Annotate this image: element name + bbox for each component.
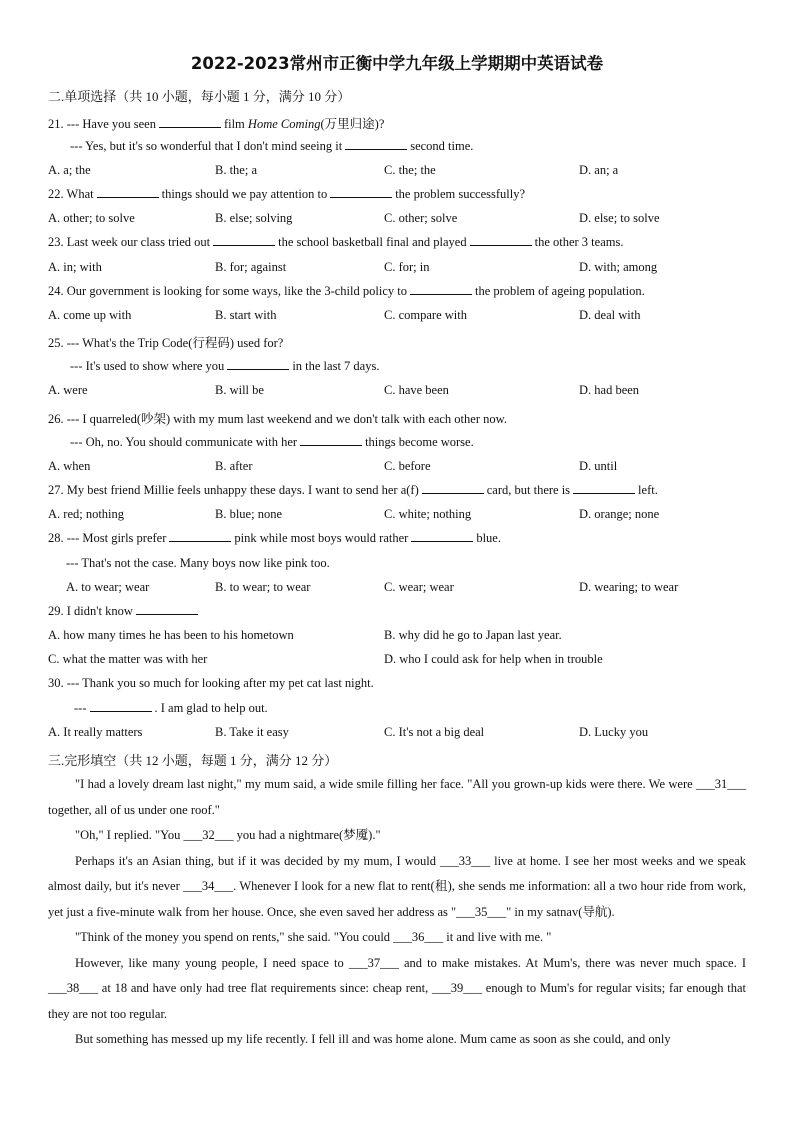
question-28-reply: --- That's not the case. Many boys now like pink too. (66, 556, 330, 570)
question-23: 23. Last week our class tried out the school basketball final and played the other 3 teams. (48, 235, 624, 249)
answer-blank (159, 117, 221, 128)
question-27: 27. My best friend Millie feels unhappy these days. I want to send her a(f) card, but there is left. (48, 483, 658, 497)
question-25: 25. --- What's the Trip Code(行程码) used for? (48, 336, 284, 350)
section-heading-cloze: 三.完形填空（共 12 小题，每题 1 分，满分 12 分） (48, 753, 338, 768)
answer-blank (90, 701, 152, 712)
question-21: 21. --- Have you seen film Home Coming(万里归途)? (48, 117, 385, 131)
question-30: 30. --- Thank you so much for looking after my pet cat last night. (48, 676, 374, 690)
option-a[interactable]: A. come up with (48, 308, 132, 322)
option-a[interactable]: A. red; nothing (48, 507, 125, 521)
question-29: 29. I didn't know (48, 604, 748, 619)
answer-blank (573, 483, 635, 494)
option-c[interactable]: C. the; the (384, 163, 436, 177)
option-d[interactable]: D. deal with (579, 308, 641, 322)
exam-title: 2022-2023常州市正衡中学九年级上学期期中英语试卷 (190, 54, 604, 73)
answer-blank (97, 187, 159, 198)
option-b[interactable]: B. after (215, 459, 253, 473)
film-title: Home Coming (247, 117, 321, 131)
passage-paragraph: "I had a lovely dream last night," my mum said, a wide smile filling her face. "All you grown-up kids were there. We were ___31___ together, all of us under one roof." (48, 777, 746, 817)
option-c[interactable]: C. for; in (384, 260, 430, 274)
option-d[interactable]: D. had been (579, 383, 640, 397)
option-a[interactable]: A. other; to solve (48, 211, 135, 225)
option-c[interactable]: C. what the matter was with her (48, 652, 208, 666)
passage-paragraph: However, like many young people, I need space to ___37___ and to make mistakes. At Mum's, there was never much space. I ___38___ at 18 and have only had tree flat requirements since: cheap rent, ___39___ enough to Mum's for regular visits; far enough that they are not too regular. (48, 955, 746, 1021)
question-21-reply: --- Yes, but it's so wonderful that I don't mind seeing it second time. (70, 139, 474, 153)
question-24: 24. Our government is looking for some ways, like the 3-child policy to the problem of ageing population. (48, 284, 645, 298)
question-28: 28. --- Most girls prefer pink while most boys would rather blue. (48, 531, 501, 545)
option-d[interactable]: D. orange; none (579, 507, 660, 521)
option-b[interactable]: B. why did he go to Japan last year. (384, 628, 562, 642)
q21-text: 21. --- Have you seen (48, 117, 156, 131)
passage-paragraph: Perhaps it's an Asian thing, but if it was decided by my mum, I would ___33___ live at home. I see her most weeks and we speak almost daily, but it's never ___34___. Whenever I look for a new flat to rent(租), she sends me information: all a two hour ride from work, yet just a five-minute walk from her house. Once, she even saved her address as "___35___" in my satnav(导航). (48, 853, 746, 919)
answer-blank (410, 284, 472, 295)
option-a[interactable]: A. to wear; wear (66, 580, 150, 594)
option-d[interactable]: D. Lucky you (579, 725, 649, 739)
option-b[interactable]: B. else; solving (215, 211, 293, 225)
option-c[interactable]: C. It's not a big deal (384, 725, 485, 739)
question-26-reply: --- Oh, no. You should communicate with her things become worse. (70, 435, 474, 449)
answer-blank (300, 435, 362, 446)
cloze-passage (48, 772, 746, 1053)
passage-paragraph: "Oh," I replied. "You ___32___ you had a nightmare(梦魇)." (75, 828, 381, 842)
option-c[interactable]: C. before (384, 459, 431, 473)
answer-blank (227, 359, 289, 370)
option-b[interactable]: B. the; a (215, 163, 258, 177)
answer-blank (422, 483, 484, 494)
option-b[interactable]: B. Take it easy (215, 725, 289, 739)
option-d[interactable]: D. wearing; to wear (579, 580, 679, 594)
option-b[interactable]: B. start with (215, 308, 277, 322)
option-c[interactable]: C. have been (384, 383, 449, 397)
answer-blank (470, 235, 532, 246)
passage-paragraph: But something has messed up my life recently. I fell ill and was home alone. Mum came as soon as she could, and only (75, 1032, 671, 1046)
section-heading-multiple-choice: 二.单项选择（共 10 小题，每小题 1 分，满分 10 分） (48, 89, 351, 104)
option-b[interactable]: B. blue; none (215, 507, 283, 521)
answer-blank (169, 531, 231, 542)
answer-blank (330, 187, 392, 198)
question-22: 22. What things should we pay attention to the problem successfully? (48, 187, 526, 201)
option-b[interactable]: B. to wear; to wear (215, 580, 311, 594)
option-d[interactable]: D. with; among (579, 260, 658, 274)
question-30-reply: --- . I am glad to help out. (74, 701, 268, 715)
option-a[interactable]: A. when (48, 459, 91, 473)
option-a[interactable]: A. in; with (48, 260, 102, 274)
option-c[interactable]: C. white; nothing (384, 507, 472, 521)
option-a[interactable]: A. It really matters (48, 725, 143, 739)
answer-blank (411, 531, 473, 542)
option-a[interactable]: A. a; the (48, 163, 91, 177)
option-c[interactable]: C. other; solve (384, 211, 458, 225)
answer-blank (213, 235, 275, 246)
option-c[interactable]: C. compare with (384, 308, 467, 322)
answer-blank (345, 139, 407, 150)
option-c[interactable]: C. wear; wear (384, 580, 454, 594)
option-d[interactable]: D. until (579, 459, 618, 473)
option-b[interactable]: B. will be (215, 383, 264, 397)
answer-blank (136, 604, 198, 615)
passage-paragraph: "Think of the money you spend on rents," she said. "You could ___36___ it and live with me. " (75, 930, 552, 944)
option-d[interactable]: D. else; to solve (579, 211, 660, 225)
option-d[interactable]: D. an; a (579, 163, 619, 177)
option-d[interactable]: D. who I could ask for help when in trouble (384, 652, 603, 666)
option-a[interactable]: A. were (48, 383, 88, 397)
question-26: 26. --- I quarreled(吵架) with my mum last weekend and we don't talk with each other now. (48, 412, 507, 426)
option-b[interactable]: B. for; against (215, 260, 287, 274)
option-a[interactable]: A. how many times he has been to his hometown (48, 628, 294, 642)
question-25-reply: --- It's used to show where you in the last 7 days. (70, 359, 380, 373)
